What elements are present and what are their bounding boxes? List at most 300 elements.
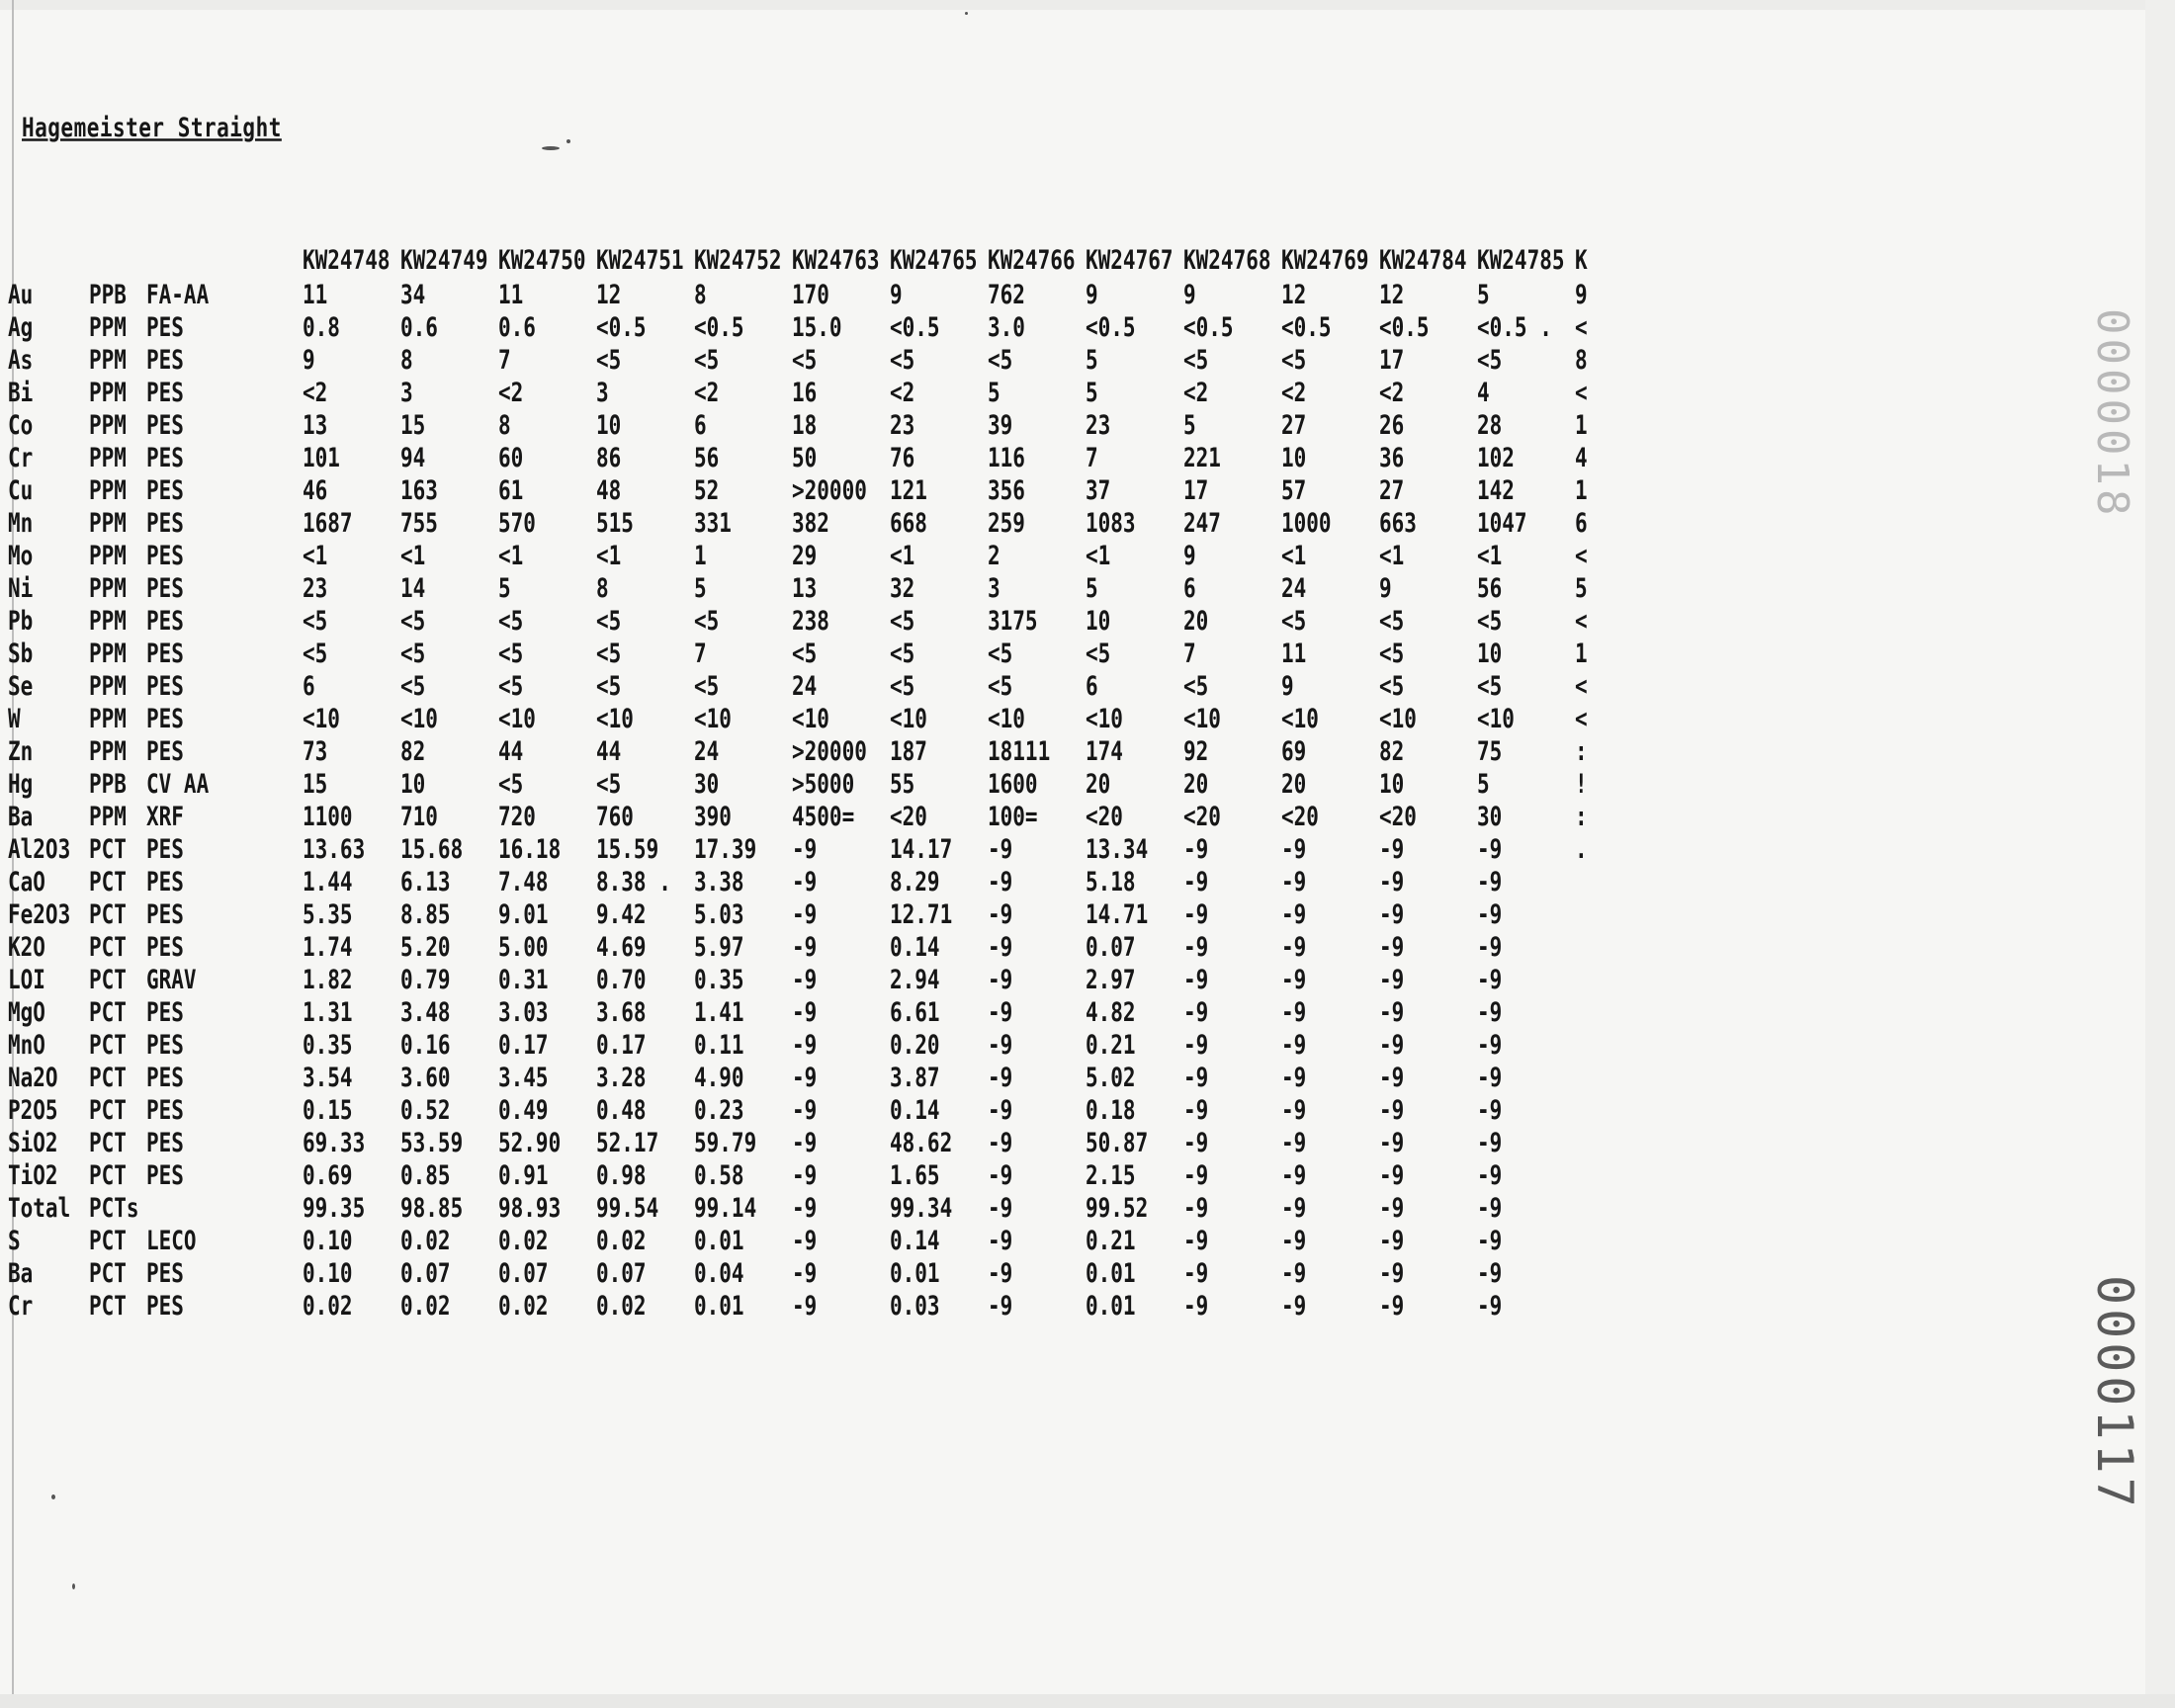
value-cell [1575, 1028, 1605, 1061]
value-cell-text: 100= [988, 801, 1038, 831]
value-cell-text: 755 [400, 507, 438, 538]
value-cell-text: <10 [1379, 703, 1417, 733]
value-cell-text: <20 [1281, 801, 1319, 831]
value-cell [694, 1256, 792, 1289]
element-cell-text: Zn [8, 735, 34, 766]
value-cell-text: <2 [498, 377, 524, 407]
unit-cell [89, 930, 146, 963]
value-cell [988, 832, 1086, 865]
method-cell-text: FA-AA [146, 279, 210, 309]
value-cell [988, 897, 1086, 930]
value-cell [1477, 800, 1575, 832]
value-cell-text: 6 [1086, 670, 1098, 701]
value-cell-text: 30 [1477, 801, 1503, 831]
value-cell [890, 1158, 988, 1191]
value-cell-text: 0.04 [694, 1257, 744, 1288]
value-cell-text: 5.00 [498, 931, 549, 962]
value-cell-text: 2.97 [1086, 964, 1136, 994]
value-cell-text: 82 [1379, 735, 1405, 766]
value-cell [1281, 1061, 1379, 1093]
element-cell-text: Total [8, 1192, 71, 1223]
value-cell [1379, 1256, 1477, 1289]
value-cell-text: < [1575, 540, 1588, 570]
value-cell-text: -9 [1477, 1257, 1503, 1288]
value-cell-text: -9 [792, 1257, 818, 1288]
page-bottom-edge [0, 1694, 2175, 1708]
method-cell [146, 604, 303, 637]
value-cell [1379, 310, 1477, 343]
method-cell [146, 1093, 303, 1126]
value-cell [988, 637, 1086, 669]
value-cell-text: -9 [988, 1094, 1013, 1125]
value-cell [596, 310, 694, 343]
sample-id-label: KW24769 [1281, 245, 1369, 275]
element-cell [8, 800, 89, 832]
value-cell-text: 18 [792, 409, 818, 440]
value-cell [1086, 734, 1183, 767]
value-cell [1379, 506, 1477, 539]
value-cell [1379, 1126, 1477, 1158]
value-cell-text: -9 [1379, 898, 1405, 929]
value-cell [1183, 1158, 1281, 1191]
value-cell [596, 1061, 694, 1093]
scan-speck [72, 1583, 75, 1589]
value-cell [1183, 637, 1281, 669]
value-cell-text: 12 [1379, 279, 1405, 309]
value-cell [1379, 1093, 1477, 1126]
element-cell-text: Au [8, 279, 34, 309]
value-cell [694, 310, 792, 343]
value-cell-text: 0.85 [400, 1159, 451, 1190]
value-cell [1477, 832, 1575, 865]
value-cell-text: 5.97 [694, 931, 744, 962]
value-cell [1379, 702, 1477, 734]
method-cell-text: PES [146, 735, 184, 766]
value-cell-text: <10 [988, 703, 1025, 733]
table-row [8, 702, 1605, 734]
value-cell [1183, 734, 1281, 767]
value-cell [1575, 702, 1605, 734]
value-cell [1183, 506, 1281, 539]
value-cell-text: 221 [1183, 442, 1221, 472]
value-cell-text: 247 [1183, 507, 1221, 538]
value-cell-text: 0.01 [694, 1225, 744, 1255]
value-cell-text: 69.33 [303, 1127, 366, 1157]
value-cell [1477, 1158, 1575, 1191]
value-cell-text: <5 [400, 638, 426, 668]
element-cell [8, 1093, 89, 1126]
value-cell-text: 0.91 [498, 1159, 549, 1190]
value-cell-text: -9 [1477, 1192, 1503, 1223]
element-cell [8, 1289, 89, 1322]
value-cell [1281, 669, 1379, 702]
value-cell-text: <5 [1477, 605, 1503, 636]
sample-id-header-row [8, 242, 1605, 278]
value-cell [498, 441, 596, 473]
method-cell-text: PES [146, 605, 184, 636]
value-cell [1477, 376, 1575, 408]
element-cell-text: Pb [8, 605, 34, 636]
value-cell-text: <1 [303, 540, 328, 570]
value-cell-text: -9 [988, 866, 1013, 897]
value-cell-text: 0.35 [303, 1029, 353, 1060]
value-cell [1183, 539, 1281, 571]
value-cell-text: -9 [792, 833, 818, 864]
unit-cell [89, 1289, 146, 1322]
value-cell-text: 0.49 [498, 1094, 549, 1125]
value-cell-text: 17 [1183, 474, 1209, 505]
value-cell [596, 767, 694, 800]
value-cell-text: <5 [303, 638, 328, 668]
value-cell-text: 4.69 [596, 931, 647, 962]
value-cell [988, 1158, 1086, 1191]
value-cell [303, 310, 400, 343]
value-cell-text: 94 [400, 442, 426, 472]
table-row [8, 1224, 1605, 1256]
unit-cell-text: PCT [89, 1290, 127, 1321]
value-cell-text: < [1575, 311, 1588, 342]
value-cell [1281, 1191, 1379, 1224]
value-cell-text: -9 [1379, 964, 1405, 994]
value-cell-text: -9 [1183, 1159, 1209, 1190]
value-cell [1183, 832, 1281, 865]
element-cell [8, 963, 89, 995]
table-row [8, 571, 1605, 604]
table-row [8, 310, 1605, 343]
value-cell-text: -9 [1281, 866, 1307, 897]
value-cell-text: 13.34 [1086, 833, 1149, 864]
value-cell-text: 15.68 [400, 833, 464, 864]
value-cell-text: <10 [1086, 703, 1123, 733]
value-cell [1086, 669, 1183, 702]
value-cell [303, 800, 400, 832]
value-cell-text: 0.02 [303, 1290, 353, 1321]
value-cell [1379, 637, 1477, 669]
value-cell [1575, 734, 1605, 767]
value-cell-text: 2 [988, 540, 1000, 570]
value-cell [596, 1158, 694, 1191]
unit-cell [89, 963, 146, 995]
value-cell [498, 767, 596, 800]
value-cell [694, 832, 792, 865]
value-cell-text: 28 [1477, 409, 1503, 440]
sample-id-header [694, 242, 792, 278]
element-cell-text: Ba [8, 801, 34, 831]
unit-cell [89, 832, 146, 865]
unit-cell [89, 800, 146, 832]
value-cell [1575, 1093, 1605, 1126]
sample-id-label: KW24749 [400, 245, 488, 275]
value-cell [1379, 669, 1477, 702]
value-cell [303, 1256, 400, 1289]
value-cell [1281, 473, 1379, 506]
table-row [8, 1093, 1605, 1126]
method-cell-text: PES [146, 1094, 184, 1125]
sample-id-label: KW24750 [498, 245, 586, 275]
value-cell-text: <5 [1477, 344, 1503, 375]
sample-id-label: KW24766 [988, 245, 1076, 275]
method-cell [146, 865, 303, 897]
value-cell [1379, 1158, 1477, 1191]
value-cell-text: <2 [694, 377, 720, 407]
assay-results-table [8, 242, 1605, 1322]
method-cell [146, 995, 303, 1028]
unit-cell-text: PPM [89, 638, 127, 668]
value-cell-text: -9 [1281, 964, 1307, 994]
element-cell [8, 865, 89, 897]
value-cell [596, 1028, 694, 1061]
value-cell-text: 0.16 [400, 1029, 451, 1060]
value-cell-text: 0.11 [694, 1029, 744, 1060]
value-cell [303, 278, 400, 310]
value-cell [1086, 376, 1183, 408]
unit-cell [89, 571, 146, 604]
unit-cell-text: PPM [89, 670, 127, 701]
value-cell-text: -9 [1477, 1225, 1503, 1255]
value-cell [303, 1061, 400, 1093]
value-cell-text: <0.5 [890, 311, 940, 342]
method-cell [146, 1126, 303, 1158]
value-cell-text: <2 [890, 377, 915, 407]
value-cell [988, 376, 1086, 408]
value-cell [890, 669, 988, 702]
value-cell [303, 832, 400, 865]
value-cell [792, 1158, 890, 1191]
value-cell-text: 39 [988, 409, 1013, 440]
value-cell-text: 6.13 [400, 866, 451, 897]
value-cell-text: -9 [1379, 1159, 1405, 1190]
value-cell [498, 702, 596, 734]
value-cell [1575, 604, 1605, 637]
value-cell [694, 278, 792, 310]
value-cell-text: 23 [303, 572, 328, 603]
method-cell-text: PES [146, 1062, 184, 1092]
value-cell [694, 1158, 792, 1191]
value-cell [1086, 278, 1183, 310]
element-cell [8, 278, 89, 310]
value-cell-text: 762 [988, 279, 1025, 309]
value-cell-text: <5 [1086, 638, 1111, 668]
value-cell [792, 734, 890, 767]
value-cell-text: 8.29 [890, 866, 940, 897]
value-cell-text: 1083 [1086, 507, 1136, 538]
value-cell-text: 1 [1575, 474, 1588, 505]
value-cell-text: 1 [1575, 638, 1588, 668]
value-cell [890, 441, 988, 473]
value-cell [694, 1224, 792, 1256]
value-cell [890, 963, 988, 995]
value-cell-text: 4.90 [694, 1062, 744, 1092]
value-cell [792, 1191, 890, 1224]
value-cell-text: 1 [1575, 409, 1588, 440]
value-cell [400, 930, 498, 963]
value-cell-text: 34 [400, 279, 426, 309]
value-cell-text: 3.54 [303, 1062, 353, 1092]
value-cell-text: 7 [1183, 638, 1196, 668]
unit-cell [89, 343, 146, 376]
value-cell [1477, 310, 1575, 343]
method-cell [146, 1289, 303, 1322]
element-cell [8, 506, 89, 539]
value-cell-text: 0.03 [890, 1290, 940, 1321]
value-cell-text: 9.42 [596, 898, 647, 929]
value-cell [1183, 604, 1281, 637]
value-cell [1086, 1126, 1183, 1158]
value-cell-text: 187 [890, 735, 927, 766]
value-cell [1477, 539, 1575, 571]
value-cell [792, 604, 890, 637]
value-cell [1086, 1224, 1183, 1256]
value-cell-text: 98.93 [498, 1192, 562, 1223]
value-cell-text: -9 [1281, 1029, 1307, 1060]
value-cell-text: 5.02 [1086, 1062, 1136, 1092]
value-cell [694, 343, 792, 376]
method-cell [146, 278, 303, 310]
value-cell-text: 92 [1183, 735, 1209, 766]
scan-speck [965, 12, 968, 15]
value-cell-text: -9 [1477, 1159, 1503, 1190]
element-cell-text: W [8, 703, 21, 733]
value-cell [890, 343, 988, 376]
value-cell-text: <5 [1281, 605, 1307, 636]
method-cell-text: PES [146, 409, 184, 440]
value-cell-text: 23 [890, 409, 915, 440]
value-cell [498, 865, 596, 897]
table-row [8, 278, 1605, 310]
sample-id-header [890, 242, 988, 278]
value-cell [400, 669, 498, 702]
value-cell-text: 0.02 [596, 1225, 647, 1255]
table-row [8, 343, 1605, 376]
unit-cell-text: PPB [89, 279, 127, 309]
value-cell-text: 5 [1477, 279, 1490, 309]
value-cell-text: 59.79 [694, 1127, 757, 1157]
value-cell [1575, 995, 1605, 1028]
value-cell [1183, 669, 1281, 702]
method-cell [146, 669, 303, 702]
element-cell [8, 539, 89, 571]
value-cell [988, 1191, 1086, 1224]
sample-id-header [1379, 242, 1477, 278]
value-cell [498, 734, 596, 767]
value-cell [1281, 734, 1379, 767]
element-cell-text: Se [8, 670, 34, 701]
value-cell-text: 1.65 [890, 1159, 940, 1190]
value-cell-text: -9 [1281, 1062, 1307, 1092]
value-cell [792, 702, 890, 734]
value-cell [400, 1256, 498, 1289]
value-cell-text: 10 [1477, 638, 1503, 668]
value-cell [1281, 995, 1379, 1028]
value-cell-text: 0.6 [498, 311, 536, 342]
value-cell-text: 9 [1575, 279, 1588, 309]
value-cell-text: 0.58 [694, 1159, 744, 1190]
value-cell-text: -9 [1281, 1257, 1307, 1288]
value-cell-text: <1 [890, 540, 915, 570]
value-cell-text: -9 [988, 931, 1013, 962]
value-cell-text: 13 [303, 409, 328, 440]
value-cell-text: -9 [1281, 1192, 1307, 1223]
value-cell-text: -9 [988, 996, 1013, 1027]
table-row [8, 408, 1605, 441]
value-cell [1183, 1224, 1281, 1256]
table-row [8, 800, 1605, 832]
value-cell-text: 98.85 [400, 1192, 464, 1223]
value-cell [400, 800, 498, 832]
value-cell [1477, 1289, 1575, 1322]
table-row [8, 376, 1605, 408]
value-cell [792, 473, 890, 506]
value-cell-text: 0.21 [1086, 1029, 1136, 1060]
value-cell [1379, 539, 1477, 571]
unit-cell-text: PCT [89, 866, 127, 897]
value-cell [890, 1224, 988, 1256]
value-cell-text: <5 [498, 670, 524, 701]
value-cell [596, 343, 694, 376]
value-cell [1086, 343, 1183, 376]
table-row [8, 734, 1605, 767]
value-cell-text: <5 [400, 670, 426, 701]
value-cell-text: <5 [988, 670, 1013, 701]
value-cell [498, 604, 596, 637]
element-cell-text: As [8, 344, 34, 375]
unit-cell [89, 408, 146, 441]
value-cell-text: -9 [1379, 1127, 1405, 1157]
value-cell-text: 12 [596, 279, 622, 309]
value-cell-text: 16 [792, 377, 818, 407]
value-cell-text: -9 [1477, 1290, 1503, 1321]
value-cell-text: 18111 [988, 735, 1051, 766]
value-cell-text: 710 [400, 801, 438, 831]
element-cell-text: CaO [8, 866, 45, 897]
value-cell [694, 897, 792, 930]
value-cell-text: 0.14 [890, 1094, 940, 1125]
value-cell [1379, 441, 1477, 473]
method-cell [146, 1224, 303, 1256]
value-cell [1477, 637, 1575, 669]
unit-cell [89, 995, 146, 1028]
value-cell-text: 3.87 [890, 1062, 940, 1092]
value-cell-text: <5 [400, 605, 426, 636]
unit-cell-text: PCT [89, 931, 127, 962]
value-cell-text: <1 [596, 540, 622, 570]
method-cell-text: PES [146, 703, 184, 733]
value-cell-text: 99.34 [890, 1192, 953, 1223]
value-cell-text: 0.48 [596, 1094, 647, 1125]
value-cell [400, 571, 498, 604]
value-cell [596, 1256, 694, 1289]
method-cell [146, 963, 303, 995]
value-cell [303, 506, 400, 539]
value-cell-text: 0.02 [498, 1225, 549, 1255]
value-cell [694, 1061, 792, 1093]
value-cell-text: <5 [1281, 344, 1307, 375]
value-cell [1086, 832, 1183, 865]
value-cell [694, 376, 792, 408]
value-cell [694, 734, 792, 767]
value-cell [498, 897, 596, 930]
value-cell [400, 1061, 498, 1093]
table-row [8, 1191, 1605, 1224]
value-cell [1379, 800, 1477, 832]
document-title: Hagemeister Straight [22, 113, 282, 142]
value-cell-text: <1 [400, 540, 426, 570]
value-cell [1575, 310, 1605, 343]
element-cell [8, 1126, 89, 1158]
value-cell-text: -9 [792, 1290, 818, 1321]
method-cell [146, 832, 303, 865]
element-cell [8, 832, 89, 865]
